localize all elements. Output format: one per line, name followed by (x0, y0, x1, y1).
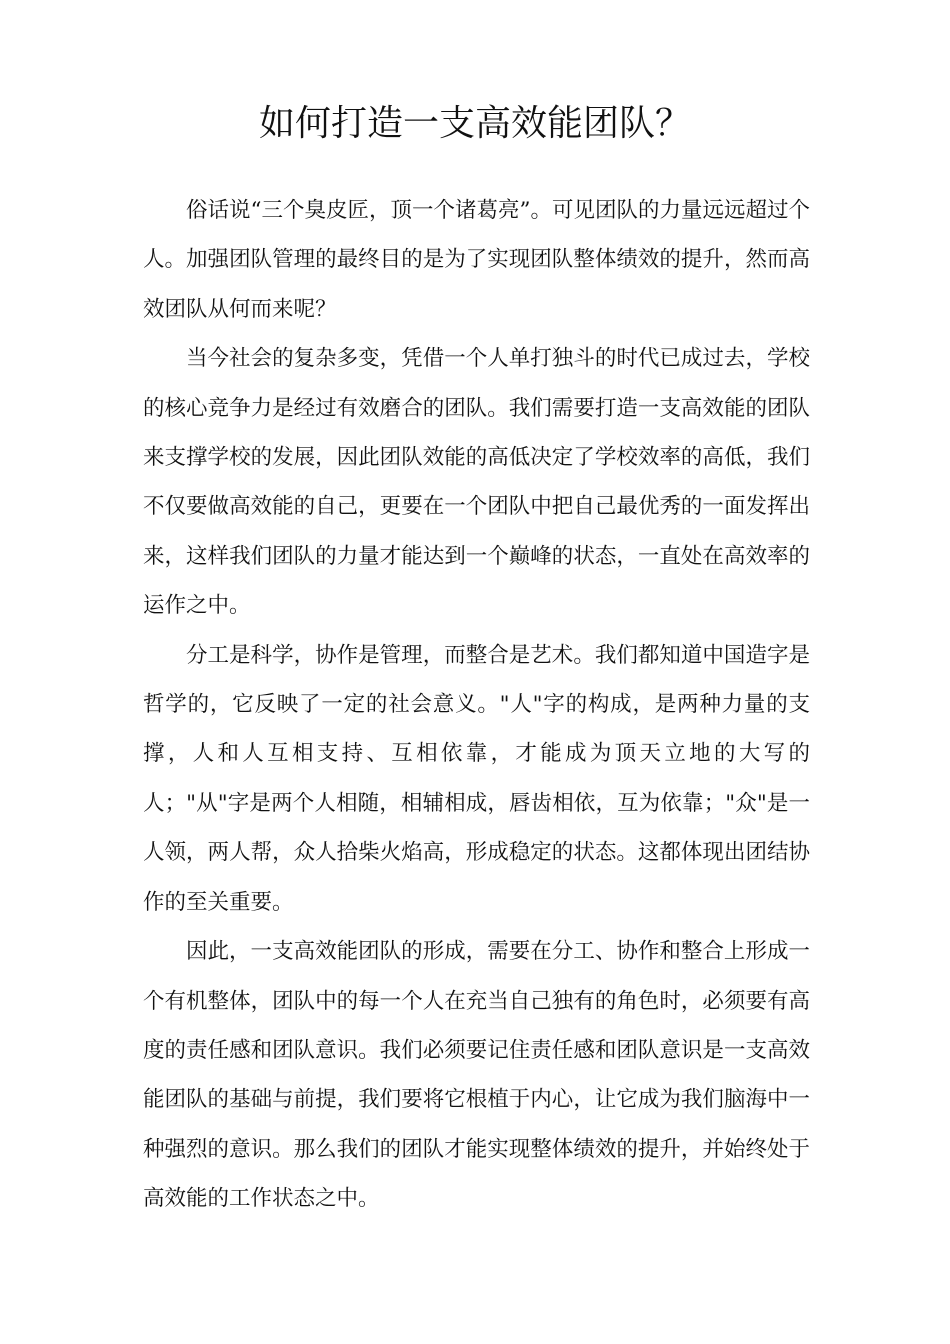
document-body (143, 186, 810, 1224)
paragraph-3: 分工是科学，协作是管理，而整合是艺术。我们都知道中国造字是哲学的，它反映了一定的社会意义。"人"字的构成，是两种力量的支撑，人和人互相支持、互相依靠，才能成为顶天立地的大写的人；"从"字是两个人相随，相辅相成，唇齿相依，互为依靠；"众"是一人领，两人帮，众人拾柴火焰高，形成稳定的状态。这都体现出团结协作的至关重要。 (143, 642, 810, 915)
document-title: 如何打造一支高效能团队？ (258, 103, 691, 144)
paragraph-1: 俗话说“三个臭皮匠，顶一个诸葛亮”。可见团队的力量远远超过个人。加强团队管理的最终目的是为了实现团队整体绩效的提升，然而高效团队从何而来呢？ (143, 198, 810, 322)
paragraph-2: 当今社会的复杂多变，凭借一个人单打独斗的时代已成过去，学校的核心竞争力是经过有效磨合的团队。我们需要打造一支高效能的团队来支撑学校的发展，因此团队效能的高低决定了学校效率的高低，我们不仅要做高效能的自己，更要在一个团队中把自己最优秀的一面发挥出来，这样我们团队的力量才能达到一个巅峰的状态，一直处在高效率的运作之中。 (143, 346, 810, 619)
paragraph-4: 因此，一支高效能团队的形成，需要在分工、协作和整合上形成一个有机整体，团队中的每一个人在充当自己独有的角色时，必须要有高度的责任感和团队意识。我们必须要记住责任感和团队意识是一支高效能团队的基础与前提，我们要将它根植于内心，让它成为我们脑海中一种强烈的意识。那么我们的团队才能实现整体绩效的提升，并始终处于高效能的工作状态之中。 (143, 939, 810, 1212)
